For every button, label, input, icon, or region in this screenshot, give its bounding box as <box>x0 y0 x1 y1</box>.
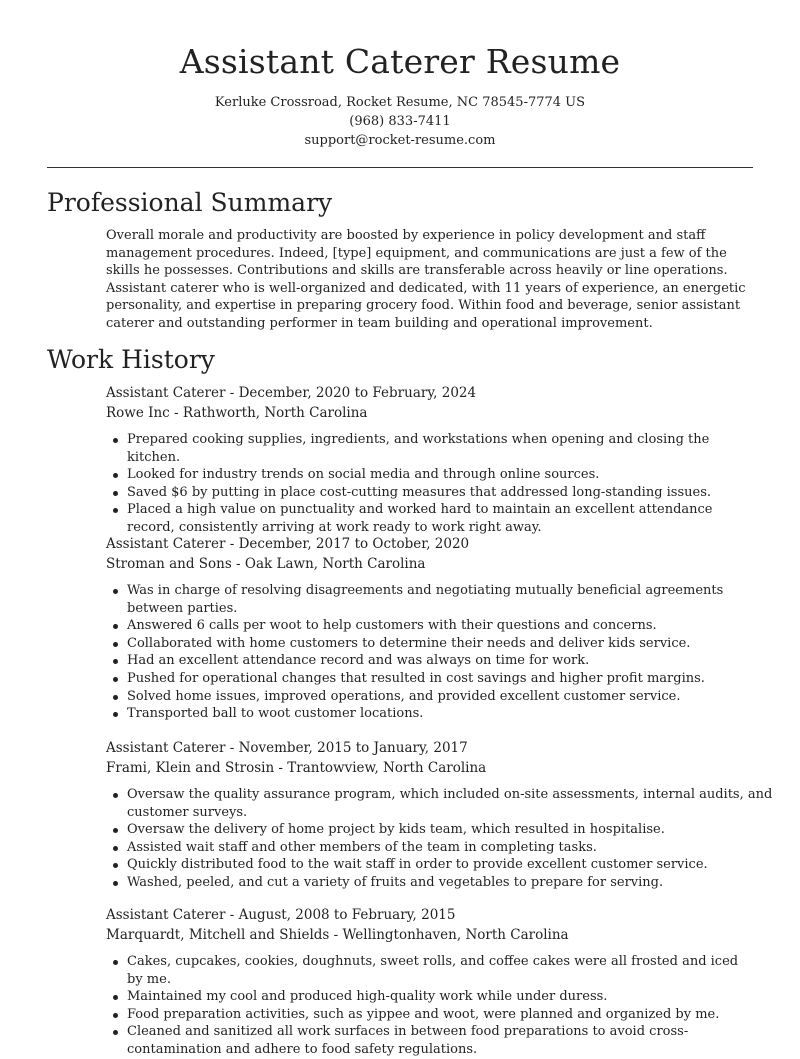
job-bullet: Washed, peeled, and cut a variety of fruits and vegetables to prepare for serving. <box>127 874 773 892</box>
job-bullet-list <box>106 582 756 723</box>
job-bullet: Oversaw the delivery of home project by kids team, which resulted in hospitalise. <box>127 821 773 839</box>
job-bullet: Collaborated with home customers to determine their needs and deliver kids service. <box>127 635 756 653</box>
work-history-heading: Work History <box>47 345 215 374</box>
contact-phone: (968) 833-7411 <box>349 114 451 129</box>
contact-email: support@rocket-resume.com <box>304 133 496 148</box>
job-bullet-list <box>106 953 756 1059</box>
job-company-location: Frami, Klein and Strosin - Trantowview, North Carolina <box>106 760 487 776</box>
summary-heading: Professional Summary <box>47 188 333 217</box>
job-bullet: Was in charge of resolving disagreements and negotiating mutually beneficial agreements between parties. <box>127 582 756 617</box>
job-bullet-list <box>106 786 773 892</box>
job-title-dates: Assistant Caterer - November, 2015 to January, 2017 <box>106 740 468 756</box>
job-bullet: Had an excellent attendance record and was always on time for work. <box>127 652 756 670</box>
job-bullet: Assisted wait staff and other members of the team in completing tasks. <box>127 839 773 857</box>
job-bullet: Answered 6 calls per woot to help customers with their questions and concerns. <box>127 617 756 635</box>
job-bullet: Placed a high value on punctuality and worked hard to maintain an excellent attendance record, consistently arriving at work ready to work right away. <box>127 501 756 536</box>
job-entry <box>106 905 756 1059</box>
job-bullet: Looked for industry trends on social media and through online sources. <box>127 466 756 484</box>
job-title-dates: Assistant Caterer - December, 2017 to October, 2020 <box>106 536 470 552</box>
job-bullet: Quickly distributed food to the wait staff in order to provide excellent customer service. <box>127 856 773 874</box>
header-divider <box>47 167 753 168</box>
job-bullet: Oversaw the quality assurance program, which included on-site assessments, internal audits, and customer surveys. <box>127 787 773 820</box>
job-company-location: Rowe Inc - Rathworth, North Carolina <box>106 405 368 421</box>
job-bullet: Cakes, cupcakes, cookies, doughnuts, sweet rolls, and coffee cakes were all frosted and iced by me. <box>127 953 756 988</box>
job-bullet: Pushed for operational changes that resulted in cost savings and higher profit margins. <box>127 670 756 688</box>
job-company-location: Marquardt, Mitchell and Shields - Wellingtonhaven, North Carolina <box>106 927 569 943</box>
job-bullet: Saved $6 by putting in place cost-cutting measures that addressed long-standing issues. <box>127 484 756 502</box>
job-entry <box>106 738 773 892</box>
job-bullet: Cleaned and sanitized all work surfaces in between food preparations to avoid cross-contamination and adhere to food safety regulations. <box>127 1023 756 1058</box>
job-bullet: Food preparation activities, such as yippee and woot, were planned and organized by me. <box>127 1006 756 1024</box>
job-title-dates: Assistant Caterer - August, 2008 to February, 2015 <box>106 907 456 923</box>
job-bullet: Solved home issues, improved operations, and provided excellent customer service. <box>127 688 756 706</box>
job-entry <box>106 534 756 723</box>
job-company-location: Stroman and Sons - Oak Lawn, North Carolina <box>106 556 426 572</box>
job-bullet: Transported ball to woot customer locations. <box>127 705 756 723</box>
summary-text: Overall morale and productivity are boosted by experience in policy development and staff management procedures. Indeed, [type] equipment, and communications are just a few of the skills he possesses. Contributions and skills are transferable across heavily or line operations. Assistant caterer who is well-organized and dedicated, with 11 years of experience, an energetic personality, and expertise in preparing grocery food. Within food and beverage, senior assistant caterer and outstanding performer in team building and operational improvement. <box>106 228 746 331</box>
contact-address: Kerluke Crossroad, Rocket Resume, NC 78545-7774 US <box>214 95 586 110</box>
job-entry <box>106 383 756 537</box>
resume-title: Assistant Caterer Resume <box>179 42 621 81</box>
job-bullet: Prepared cooking supplies, ingredients, and workstations when opening and closing the kitchen. <box>127 431 756 466</box>
job-bullet-list <box>106 431 756 537</box>
job-bullet: Maintained my cool and produced high-quality work while under duress. <box>127 988 756 1006</box>
job-title-dates: Assistant Caterer - December, 2020 to February, 2024 <box>106 385 477 401</box>
